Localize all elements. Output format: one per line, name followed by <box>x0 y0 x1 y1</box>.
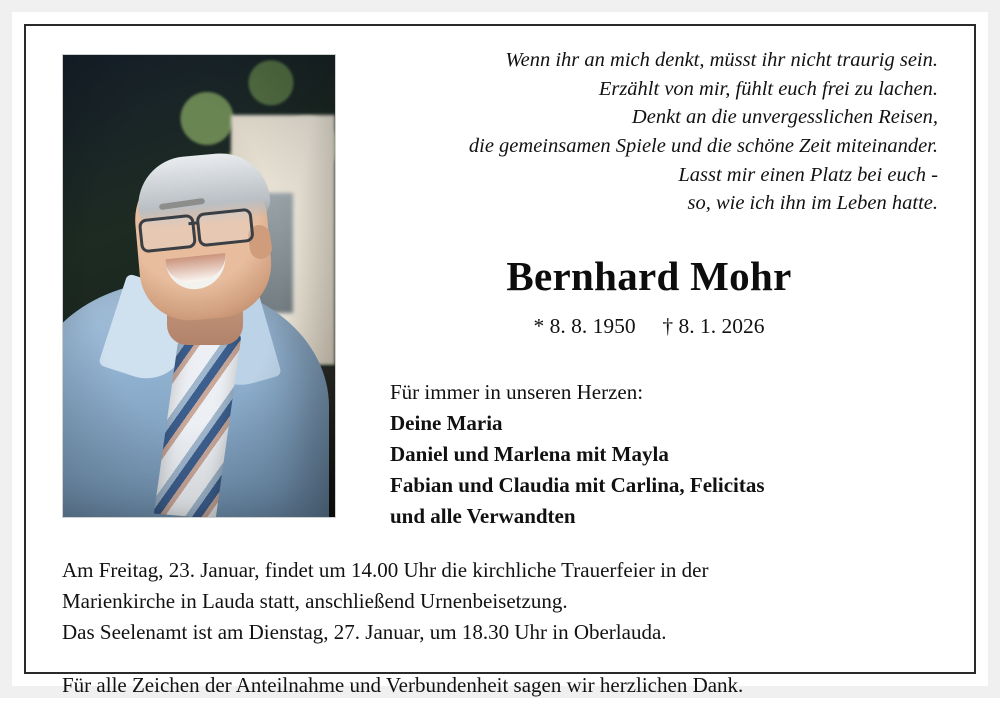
service-line: Am Freitag, 23. Januar, findet um 14.00 Uhr die kirchliche Trauerfeier in der <box>62 557 709 582</box>
verse-line: Erzählt von mir, fühlt euch frei zu lachen. <box>598 77 938 100</box>
death-date: 8. 1. 2026 <box>678 314 765 339</box>
memorial-verse <box>334 46 938 533</box>
birth-date: 8. 8. 1950 <box>549 314 636 339</box>
verse-line: die gemeinsamen Spiele und die schöne Zeit miteinander. <box>468 135 938 158</box>
service-details <box>62 555 938 701</box>
verse-line: Wenn ihr an mich denkt, müsst ihr nicht traurig sein. <box>505 49 938 71</box>
death-symbol: † <box>662 314 674 339</box>
family-member: Daniel und Marlena mit Mayla <box>390 442 669 467</box>
photo-vignette <box>63 55 335 517</box>
verse-line: Denkt an die unvergesslichen Reisen, <box>631 106 938 129</box>
life-dates <box>360 314 938 339</box>
family-member: Fabian und Claudia mit Carlina, Felicitas <box>390 473 765 498</box>
notice-content <box>26 26 974 697</box>
verse-line: Lasst mir einen Platz bei euch - <box>678 163 938 186</box>
family-block <box>360 377 938 532</box>
portrait-photo <box>62 54 336 518</box>
top-section <box>62 46 938 533</box>
family-member: Deine Maria <box>390 411 503 436</box>
verse-line: so, wie ich ihn im Leben hatte. <box>687 192 938 215</box>
deceased-name: Bernhard Mohr <box>506 253 792 300</box>
service-line: Das Seelenamt ist am Dienstag, 27. Januar, um 18.30 Uhr in Oberlauda. <box>62 619 667 644</box>
family-intro: Für immer in unseren Herzen: <box>390 380 644 405</box>
thanks-note: Für alle Zeichen der Anteilnahme und Verbundenheit sagen wir herzlichen Dank. <box>62 672 744 697</box>
service-line: Marienkirche in Lauda statt, anschließend Urnenbeisetzung. <box>62 588 568 613</box>
family-member: und alle Verwandten <box>390 504 576 529</box>
portrait-photo-container <box>62 46 334 518</box>
birth-symbol: * <box>533 314 545 339</box>
